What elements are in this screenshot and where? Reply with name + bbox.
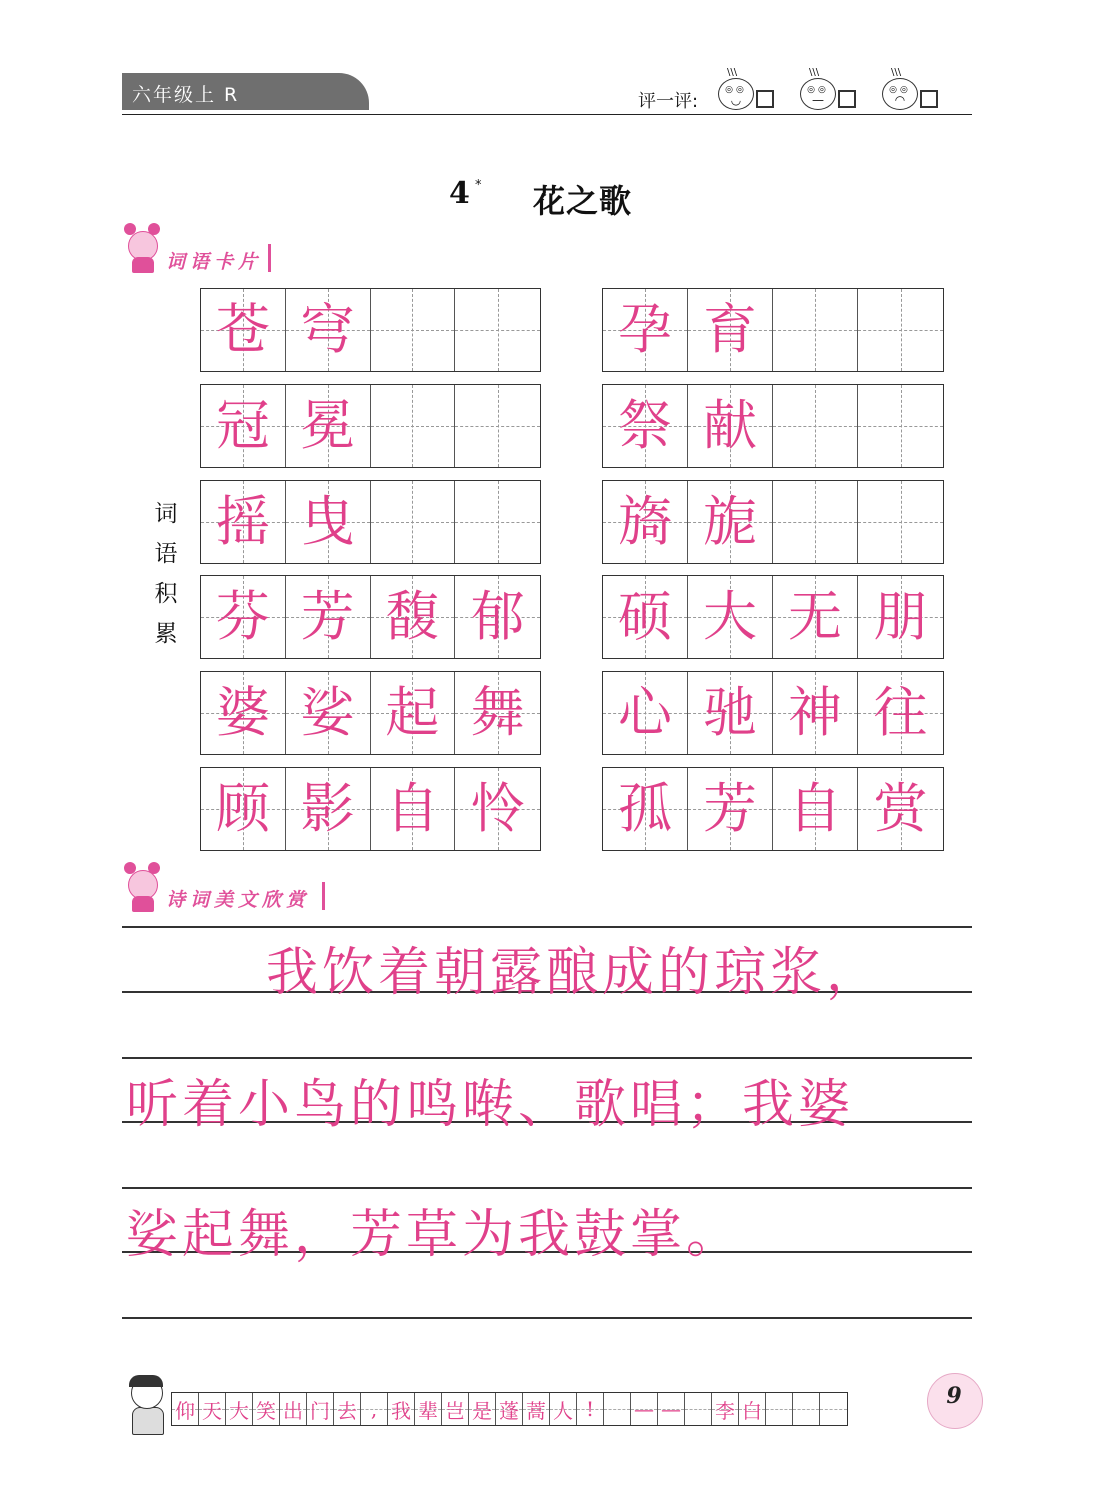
word-char: 穹 — [300, 298, 355, 361]
quote-cell — [307, 1393, 334, 1425]
writing-cell[interactable] — [286, 672, 371, 754]
word-row-right — [602, 575, 944, 659]
writing-cell[interactable] — [286, 481, 371, 563]
quote-cell — [658, 1393, 685, 1425]
word-char: 自 — [385, 777, 440, 840]
word-char: 郁 — [470, 585, 525, 648]
writing-cell[interactable] — [455, 768, 540, 850]
writing-cell[interactable] — [201, 672, 286, 754]
writing-cell[interactable] — [688, 289, 773, 371]
word-row-left — [200, 384, 541, 468]
quote-cell — [442, 1393, 469, 1425]
quote-cell — [523, 1393, 550, 1425]
writing-line — [122, 1057, 972, 1059]
quote-char: 是 — [472, 1398, 492, 1423]
writing-cell[interactable] — [455, 576, 540, 658]
word-char: 芳 — [703, 777, 757, 840]
quote-char: 李 — [715, 1398, 735, 1423]
word-char: 芬 — [215, 585, 270, 648]
quote-grid — [171, 1392, 848, 1426]
word-cards-heading: 词语卡片 — [166, 251, 263, 273]
word-row-right — [602, 480, 944, 564]
writing-cell[interactable] — [688, 672, 773, 754]
writing-cell[interactable] — [603, 289, 688, 371]
writing-cell[interactable] — [858, 481, 943, 563]
writing-cell[interactable] — [286, 576, 371, 658]
quote-cell — [712, 1393, 739, 1425]
writing-cell[interactable] — [201, 768, 286, 850]
quote-cell — [685, 1393, 712, 1425]
quote-cell — [280, 1393, 307, 1425]
heading-bar — [268, 244, 271, 272]
writing-cell[interactable] — [286, 289, 371, 371]
word-char: 往 — [873, 681, 928, 744]
quote-char: 去 — [337, 1398, 357, 1423]
quote-cell — [577, 1393, 604, 1425]
word-char: 起 — [385, 681, 440, 744]
writing-cell[interactable] — [371, 768, 456, 850]
word-char: 硕 — [618, 585, 672, 648]
heading-bar — [322, 882, 325, 910]
writing-cell[interactable] — [773, 289, 858, 371]
writing-cell[interactable] — [201, 481, 286, 563]
word-row-right — [602, 384, 944, 468]
quote-char: 岂 — [445, 1398, 465, 1423]
quote-char: 人 — [553, 1398, 573, 1423]
word-row-right — [602, 767, 944, 851]
word-char: 献 — [703, 394, 757, 457]
word-char: 神 — [788, 681, 842, 744]
word-char: 驰 — [703, 681, 757, 744]
word-char: 孕 — [618, 298, 672, 361]
writing-line — [122, 926, 972, 928]
writing-cell[interactable] — [371, 289, 456, 371]
girl-mascot-icon — [120, 223, 162, 273]
side-label-char: 累 — [154, 621, 178, 647]
eval-label: 评一评: — [638, 91, 699, 112]
writing-cell[interactable] — [603, 481, 688, 563]
writing-cell[interactable] — [858, 576, 943, 658]
sad-face-icon: \\\ ◎◎ ◠ — [882, 78, 918, 110]
writing-cell[interactable] — [688, 576, 773, 658]
word-char: 自 — [788, 777, 842, 840]
word-char: 心 — [618, 681, 672, 744]
quote-cell — [766, 1393, 793, 1425]
word-char: 祭 — [618, 394, 672, 457]
writing-cell[interactable] — [455, 289, 540, 371]
poetry-heading: 诗词美文欣赏 — [166, 889, 311, 911]
word-char: 朋 — [873, 585, 928, 648]
quote-char: 蒿 — [526, 1398, 546, 1423]
quote-cell — [604, 1393, 631, 1425]
word-char: 冕 — [300, 394, 355, 457]
quote-cell — [199, 1393, 226, 1425]
word-char: 顾 — [215, 777, 270, 840]
quote-char: 白 — [742, 1398, 762, 1423]
writing-cell[interactable] — [773, 481, 858, 563]
writing-cell[interactable] — [455, 481, 540, 563]
writing-cell[interactable] — [371, 481, 456, 563]
quote-cell — [469, 1393, 496, 1425]
quote-cell — [388, 1393, 415, 1425]
word-char: 旎 — [703, 490, 757, 553]
happy-face-icon: \\\ ◎◎ ◡ — [718, 78, 754, 110]
writing-cell[interactable] — [858, 672, 943, 754]
writing-cell[interactable] — [688, 481, 773, 563]
neutral-face-icon: \\\ ◎◎ — — [800, 78, 836, 110]
writing-cell[interactable] — [286, 385, 371, 467]
word-row-left — [200, 288, 541, 372]
word-row-left — [200, 671, 541, 755]
quote-char: 辈 — [418, 1398, 438, 1423]
quote-cell — [496, 1393, 523, 1425]
writing-cell[interactable] — [603, 672, 688, 754]
writing-cell[interactable] — [603, 768, 688, 850]
writing-cell[interactable] — [773, 672, 858, 754]
writing-cell[interactable] — [688, 768, 773, 850]
writing-cell[interactable] — [455, 385, 540, 467]
quote-char: 天 — [202, 1398, 222, 1423]
quote-cell — [253, 1393, 280, 1425]
word-char: 娑 — [300, 681, 355, 744]
word-char: 冠 — [215, 394, 270, 457]
boy-mascot-icon — [124, 1375, 170, 1433]
writing-cell[interactable] — [603, 385, 688, 467]
word-row-right — [602, 288, 944, 372]
grade-tab — [122, 73, 369, 110]
quote-cell — [361, 1393, 388, 1425]
quote-char: 大 — [229, 1398, 249, 1423]
quote-cell — [415, 1393, 442, 1425]
grade-label: 六年级上 R — [132, 84, 240, 106]
poem-line: 我饮着朝露酿成的琼浆， — [266, 943, 883, 1003]
quote-cell — [334, 1393, 361, 1425]
writing-cell[interactable] — [455, 672, 540, 754]
happy-checkbox[interactable] — [756, 90, 774, 108]
writing-line — [122, 1317, 972, 1319]
writing-cell[interactable] — [286, 768, 371, 850]
sad-checkbox[interactable] — [920, 90, 938, 108]
word-char: 育 — [703, 298, 757, 361]
word-char: 曳 — [300, 490, 355, 553]
writing-cell[interactable] — [773, 385, 858, 467]
writing-cell[interactable] — [688, 385, 773, 467]
header-rule — [122, 114, 972, 115]
quote-cell — [739, 1393, 766, 1425]
side-label-char: 语 — [154, 541, 178, 567]
word-char: 婆 — [215, 681, 270, 744]
word-char: 赏 — [873, 777, 928, 840]
lesson-title: 花之歌 — [533, 182, 633, 220]
writing-cell[interactable] — [773, 576, 858, 658]
word-char: 孤 — [618, 777, 672, 840]
quote-char: 笑 — [256, 1398, 276, 1423]
quote-char: 蓬 — [499, 1398, 519, 1423]
side-label-char: 词 — [154, 501, 178, 527]
quote-cell — [631, 1393, 658, 1425]
writing-cell[interactable] — [201, 576, 286, 658]
writing-cell[interactable] — [858, 385, 943, 467]
writing-cell[interactable] — [201, 385, 286, 467]
writing-line — [122, 1187, 972, 1189]
quote-char: — — [634, 1397, 654, 1421]
vocabulary-side-label — [151, 494, 181, 654]
quote-cell — [793, 1393, 820, 1425]
writing-cell[interactable] — [201, 289, 286, 371]
writing-cell[interactable] — [773, 768, 858, 850]
lesson-number: 4 — [449, 176, 470, 211]
writing-cell[interactable] — [371, 672, 456, 754]
word-char: 苍 — [215, 298, 270, 361]
quote-char: — — [661, 1397, 681, 1421]
word-char: 摇 — [215, 490, 270, 553]
quote-char: ! — [585, 1397, 595, 1421]
quote-char: , — [370, 1397, 378, 1421]
side-label-char: 积 — [154, 581, 178, 607]
word-row-right — [602, 671, 944, 755]
quote-cell — [226, 1393, 253, 1425]
word-char: 舞 — [470, 681, 525, 744]
quote-cell — [550, 1393, 577, 1425]
word-char: 旖 — [618, 490, 672, 553]
word-char: 芳 — [300, 585, 355, 648]
word-row-left — [200, 480, 541, 564]
word-char: 大 — [703, 585, 757, 648]
poem-line: 听着小鸟的鸣啭、歌唱；我婆 — [126, 1075, 855, 1135]
word-row-left — [200, 767, 541, 851]
writing-cell[interactable] — [371, 576, 456, 658]
word-char: 怜 — [470, 777, 525, 840]
quote-char: 仰 — [175, 1398, 195, 1423]
word-char: 馥 — [385, 585, 440, 648]
girl-mascot-icon — [120, 862, 162, 912]
neutral-checkbox[interactable] — [838, 90, 856, 108]
writing-cell[interactable] — [603, 576, 688, 658]
quote-cell — [820, 1393, 847, 1425]
word-char: 影 — [300, 777, 355, 840]
lesson-star: * — [475, 178, 482, 193]
quote-cell — [172, 1393, 199, 1425]
writing-cell[interactable] — [371, 385, 456, 467]
quote-char: 门 — [310, 1398, 330, 1423]
writing-cell[interactable] — [858, 768, 943, 850]
page-number: 9 — [946, 1383, 962, 1409]
quote-char: 出 — [283, 1398, 303, 1423]
word-char: 无 — [788, 585, 842, 648]
word-row-left — [200, 575, 541, 659]
poem-line: 娑起舞，芳草为我鼓掌。 — [126, 1205, 743, 1265]
writing-cell[interactable] — [858, 289, 943, 371]
quote-char: 我 — [391, 1398, 411, 1423]
